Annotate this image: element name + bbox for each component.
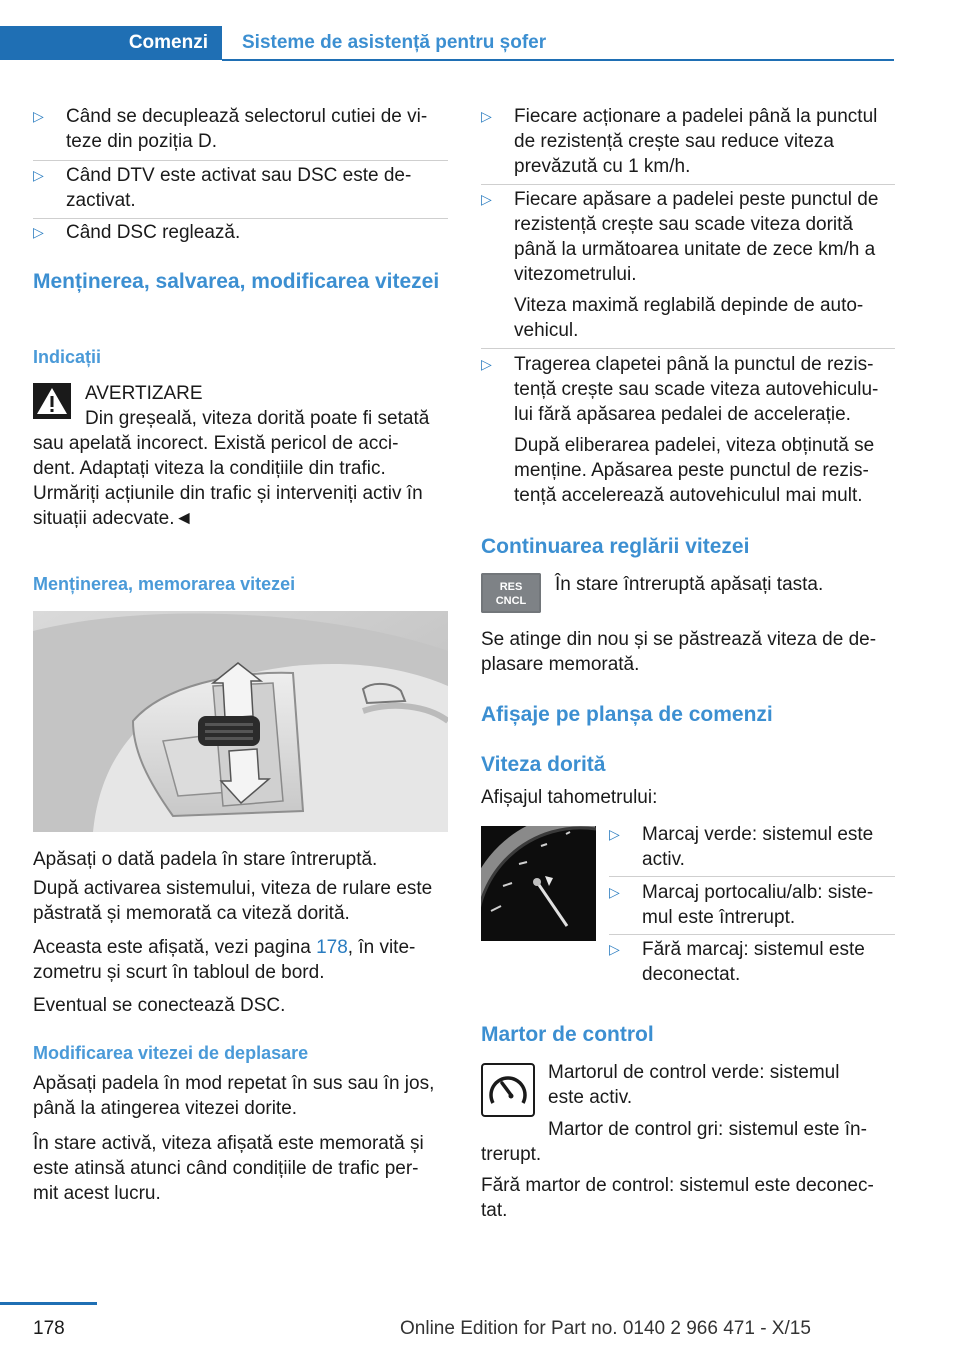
- paragraph-indicator-grey-cont: trerupt.: [481, 1144, 542, 1165]
- list-item: [33, 163, 448, 213]
- list-item: [609, 822, 895, 872]
- divider: [609, 876, 895, 877]
- section-heading: Afișaje pe planșa de comenzi: [481, 703, 773, 726]
- header-underline: [222, 59, 894, 61]
- warning-triangle-icon: [33, 383, 71, 419]
- triangle-right-icon: ▷: [481, 356, 492, 372]
- triangle-right-icon: ▷: [609, 941, 620, 957]
- paragraph-indicator-none: Fără martor de control: sistemul este deconec- tat.: [481, 1175, 874, 1221]
- steering-wheel-paddle-image: [33, 611, 448, 832]
- paragraph-indicator-grey: Martor de control gri: sistemul este în-: [548, 1119, 867, 1140]
- section-heading: Viteza dorită: [481, 753, 606, 776]
- triangle-right-icon: ▷: [33, 224, 44, 240]
- header-section-title[interactable]: Sisteme de asistență pentru șofer: [242, 32, 547, 53]
- page-number: 178: [33, 1318, 65, 1339]
- paragraph-after: După activarea sistemului, viteza de rulare este păstrată și memorată ca viteză dorită.: [33, 878, 433, 924]
- subsection-heading: Modificarea vitezei de deplasare: [33, 1043, 309, 1063]
- paragraph-display-text: Aceasta este afișată, vezi pagina: [33, 937, 317, 958]
- divider: [33, 218, 448, 219]
- list-item: [33, 220, 448, 245]
- footer-line: [0, 1302, 97, 1305]
- divider: [481, 348, 895, 349]
- list-item-text: Marcaj verde: sistemul este activ.: [642, 824, 874, 870]
- list-item-text: Fiecare acționare a padelei până la punctul de rezistență crește sau reduce viteza prevăzută cu 1 km/h.: [514, 106, 878, 177]
- page-link[interactable]: 178: [316, 937, 348, 958]
- list-item-text: Când se decuplează selectorul cutiei de vi- teze din poziția D.: [66, 106, 428, 152]
- triangle-right-icon: ▷: [33, 167, 44, 183]
- list-item: [481, 187, 895, 287]
- section-heading: Menținerea, salvarea, modificarea vitezei: [33, 270, 440, 293]
- paragraph-press: Apăsați o dată padela în stare întreruptă.: [33, 849, 378, 870]
- paragraph-display: [33, 935, 453, 960]
- list-item-text: Tragerea clapetei până la punctul de rezis- tență crește sau scade viteza autovehiculu- lui fără apăsarea pedalei de accelerație.: [514, 354, 879, 425]
- paragraph-resume: Se atinge din nou și se păstrează viteza de de- plasare memorată.: [481, 629, 877, 675]
- divider: [609, 934, 895, 935]
- cncl-label: CNCL: [495, 595, 527, 607]
- paragraph-display-text-end: , în vite-: [347, 937, 416, 958]
- triangle-right-icon: ▷: [33, 108, 44, 124]
- section-heading: Continuarea reglării vitezei: [481, 535, 750, 558]
- res-label: RES: [499, 581, 523, 593]
- list-item-text: Fiecare apăsare a padelei peste punctul de rezistență crește sau scade viteza dorită până la următoarea unitate de zece km/h a vitezometrului.: [514, 189, 879, 285]
- paragraph-active: În stare activă, viteza afișată este memorată și este atinsă atunci când condițiile de trafic per- mit acest lucru.: [33, 1133, 424, 1204]
- section-heading: Martor de control: [481, 1023, 654, 1046]
- list-item-note: Viteza maximă reglabilă depinde de auto- vehicul.: [514, 295, 864, 341]
- list-item: [481, 104, 895, 179]
- list-item: [33, 104, 448, 154]
- warning-title: AVERTIZARE: [85, 383, 203, 404]
- triangle-right-icon: ▷: [609, 826, 620, 842]
- list-item-text: Când DTV este activat sau DSC este de- zactivat.: [66, 165, 412, 211]
- list-item: [481, 352, 895, 427]
- list-item: [609, 937, 895, 987]
- cruise-control-indicator-icon: [481, 1063, 535, 1117]
- divider: [33, 160, 448, 161]
- footer-edition: Online Edition for Part no. 0140 2 966 471 - X/15: [400, 1318, 811, 1339]
- subsection-heading: Menținerea, memorarea vitezei: [33, 574, 296, 594]
- triangle-right-icon: ▷: [609, 884, 620, 900]
- warning-first-line: Din greșeală, viteza dorită poate fi setată: [85, 408, 430, 429]
- divider: [481, 184, 895, 185]
- list-item-text: Marcaj portocaliu/alb: siste- mul este întrerupt.: [642, 882, 874, 928]
- list-item: [609, 880, 895, 930]
- list-item-note: După eliberarea padelei, viteza obținută se menține. Apăsarea peste punctul de rezis- tență accelerează autovehiculul mai mult.: [514, 435, 875, 506]
- paragraph-dsc: Eventual se conectează DSC.: [33, 995, 286, 1016]
- paragraph-tacho: Afișajul tahometrului:: [481, 787, 658, 808]
- triangle-right-icon: ▷: [481, 108, 492, 124]
- warning-text: sau apelată incorect. Există pericol de acci- dent. Adaptați viteza la condițiile din trafic. Urmăriți acțiunile din trafic și interveniți activ în situații adecvate.◄: [33, 433, 423, 529]
- tachometer-image: [481, 826, 596, 941]
- paragraph-modify: Apăsați padela în mod repetat în sus sau în jos, până la atingerea vitezei dorite.: [33, 1073, 435, 1119]
- res-cncl-button-icon: [481, 573, 541, 613]
- subsection-heading: Indicații: [33, 347, 102, 367]
- list-item-text: Fără marcaj: sistemul este deconectat.: [642, 939, 865, 985]
- header-tab-active[interactable]: Comenzi: [0, 26, 222, 60]
- paragraph-indicator-green: Martorul de control verde: sistemul este activ.: [548, 1062, 840, 1108]
- list-item-text: Când DSC reglează.: [66, 222, 241, 243]
- paragraph-display-cont: zometru și scurt în tabloul de bord.: [33, 962, 325, 983]
- paragraph-press-key: În stare întreruptă apăsați tasta.: [555, 574, 824, 595]
- triangle-right-icon: ▷: [481, 191, 492, 207]
